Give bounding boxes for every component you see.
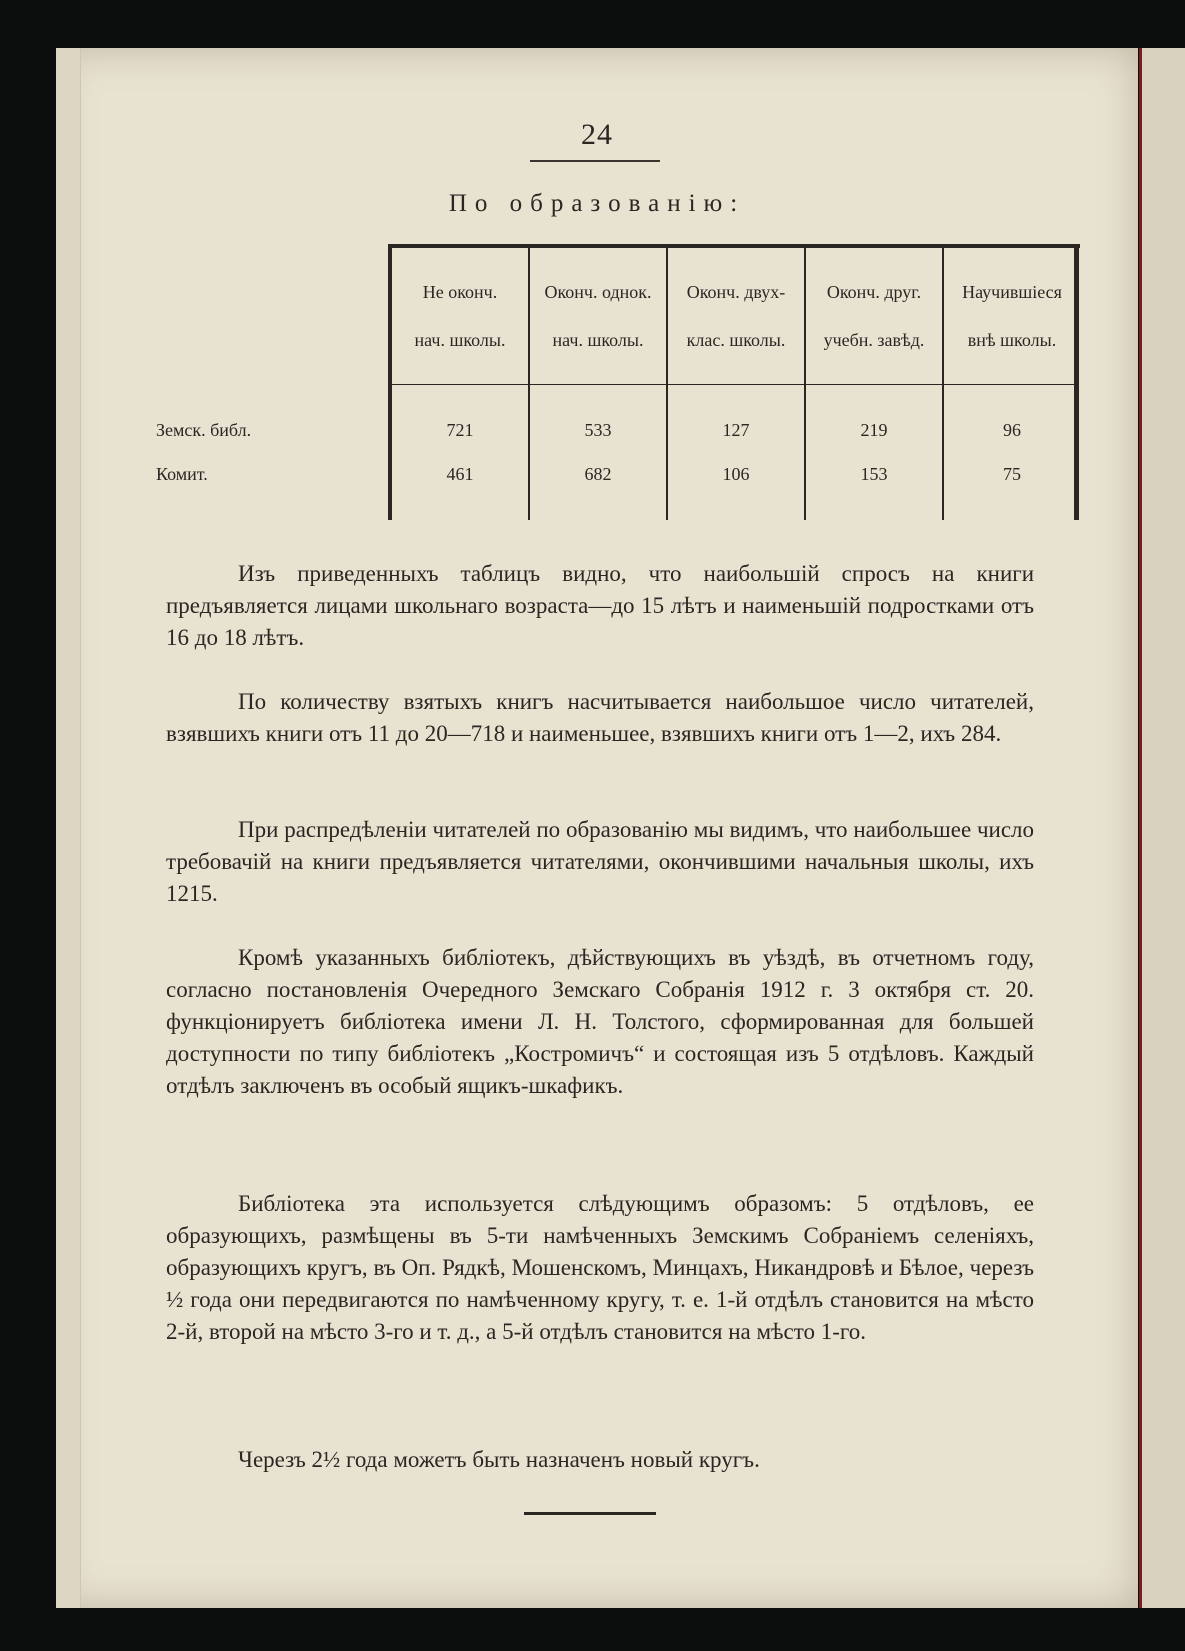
column-header-line: Оконч. однок. (544, 282, 652, 302)
table-cell: 153 (860, 464, 888, 484)
column-header-line: Научившiеся (962, 282, 1062, 302)
column-header (392, 268, 528, 364)
column-header-line: Оконч. друг. (826, 282, 922, 302)
column-header (944, 268, 1080, 364)
table-cell: 461 (446, 464, 474, 484)
column-header-line: Оконч. двух- (686, 282, 786, 302)
page-number-rule (530, 160, 660, 162)
paragraph: Черезъ 2½ года можетъ быть назначенъ новый кругъ. (238, 1447, 760, 1472)
end-rule (524, 1512, 656, 1515)
column-header (530, 268, 666, 364)
table-cell: 533 (584, 420, 612, 440)
row-label-zemsk: Земск. библ. (156, 420, 252, 440)
column-header-line: клас. школы. (686, 330, 786, 350)
column-header-line: нач. школы. (414, 330, 506, 350)
table-cell: 682 (584, 464, 612, 484)
paragraph: Библiотека эта используется слѣдующимъ образомъ: 5 отдѣловъ, ее образующихъ, размѣщены въ 5-ти намѣченныхъ Земскимъ Собранiемъ селенiяхъ, образующихъ кругъ, въ Оп. Рядкѣ, Мошенскомъ, Минцахъ, Никандровѣ и Бѣлое, черезъ ½ года они передвигаются по намѣченному кругу, т. е. 1-й отдѣлъ становится на мѣсто 2-й, второй на мѣсто 3-го и т. д., а 5-й отдѣлъ становится на мѣсто 1-го. (166, 1191, 1034, 1344)
table-cell: 721 (446, 420, 474, 440)
table-header-rule (392, 384, 1076, 385)
page-left-edge (56, 48, 81, 1608)
row-label-komit: Комит. (156, 464, 208, 484)
table-cell: 75 (1003, 464, 1021, 484)
book-page (56, 48, 1138, 1608)
page-number: 24 (581, 118, 613, 151)
table-cell: 127 (722, 420, 750, 440)
education-table (156, 244, 1076, 524)
column-header-line: нач. школы. (552, 330, 644, 350)
column-header-line: внѣ школы. (967, 330, 1057, 350)
paragraph: При распредѣленiи читателей по образованiю мы видимъ, что наибольшее число требовачiй на книги предъявляется читателями, окончившими начальныя школы, ихъ 1215. (166, 817, 1034, 906)
section-heading: По образованiю: (448, 190, 746, 217)
column-header-line: учебн. завѣд. (823, 330, 925, 350)
column-header (806, 268, 942, 364)
table-cell: 96 (1003, 420, 1021, 440)
paragraph: Изъ приведенныхъ таблицъ видно, что наибольшiй спросъ на книги предъявляется лицами школьнаго возраста—до 15 лѣтъ и наименьшiй подростками отъ 16 до 18 лѣтъ. (166, 561, 1034, 650)
column-header-line: Не оконч. (422, 282, 498, 302)
paragraph: Кромѣ указанныхъ библiотекъ, дѣйствующихъ въ уѣздѣ, въ отчетномъ году, согласно постановленiя Очередного Земскаго Собранiя 1912 г. 3 октября ст. 20. функцiонируетъ библiотека имени Л. Н. Толстого, сформированная для большей доступности по типу библiотекъ „Костромичъ“ и состоящая изъ 5 отдѣловъ. Каждый отдѣлъ заключенъ въ особый ящикъ-шкафикъ. (166, 945, 1034, 1098)
table-cell: 106 (722, 464, 750, 484)
facing-page-edge (1142, 48, 1185, 1608)
table-top-rule (390, 244, 1080, 248)
column-header (668, 268, 804, 364)
paragraph: По количеству взятыхъ книгъ насчитывается наибольшое число читателей, взявшихъ книги отъ 11 до 20—718 и наименьшее, взявшихъ книги отъ 1—2, ихъ 284. (166, 689, 1034, 746)
table-cell: 219 (860, 420, 888, 440)
